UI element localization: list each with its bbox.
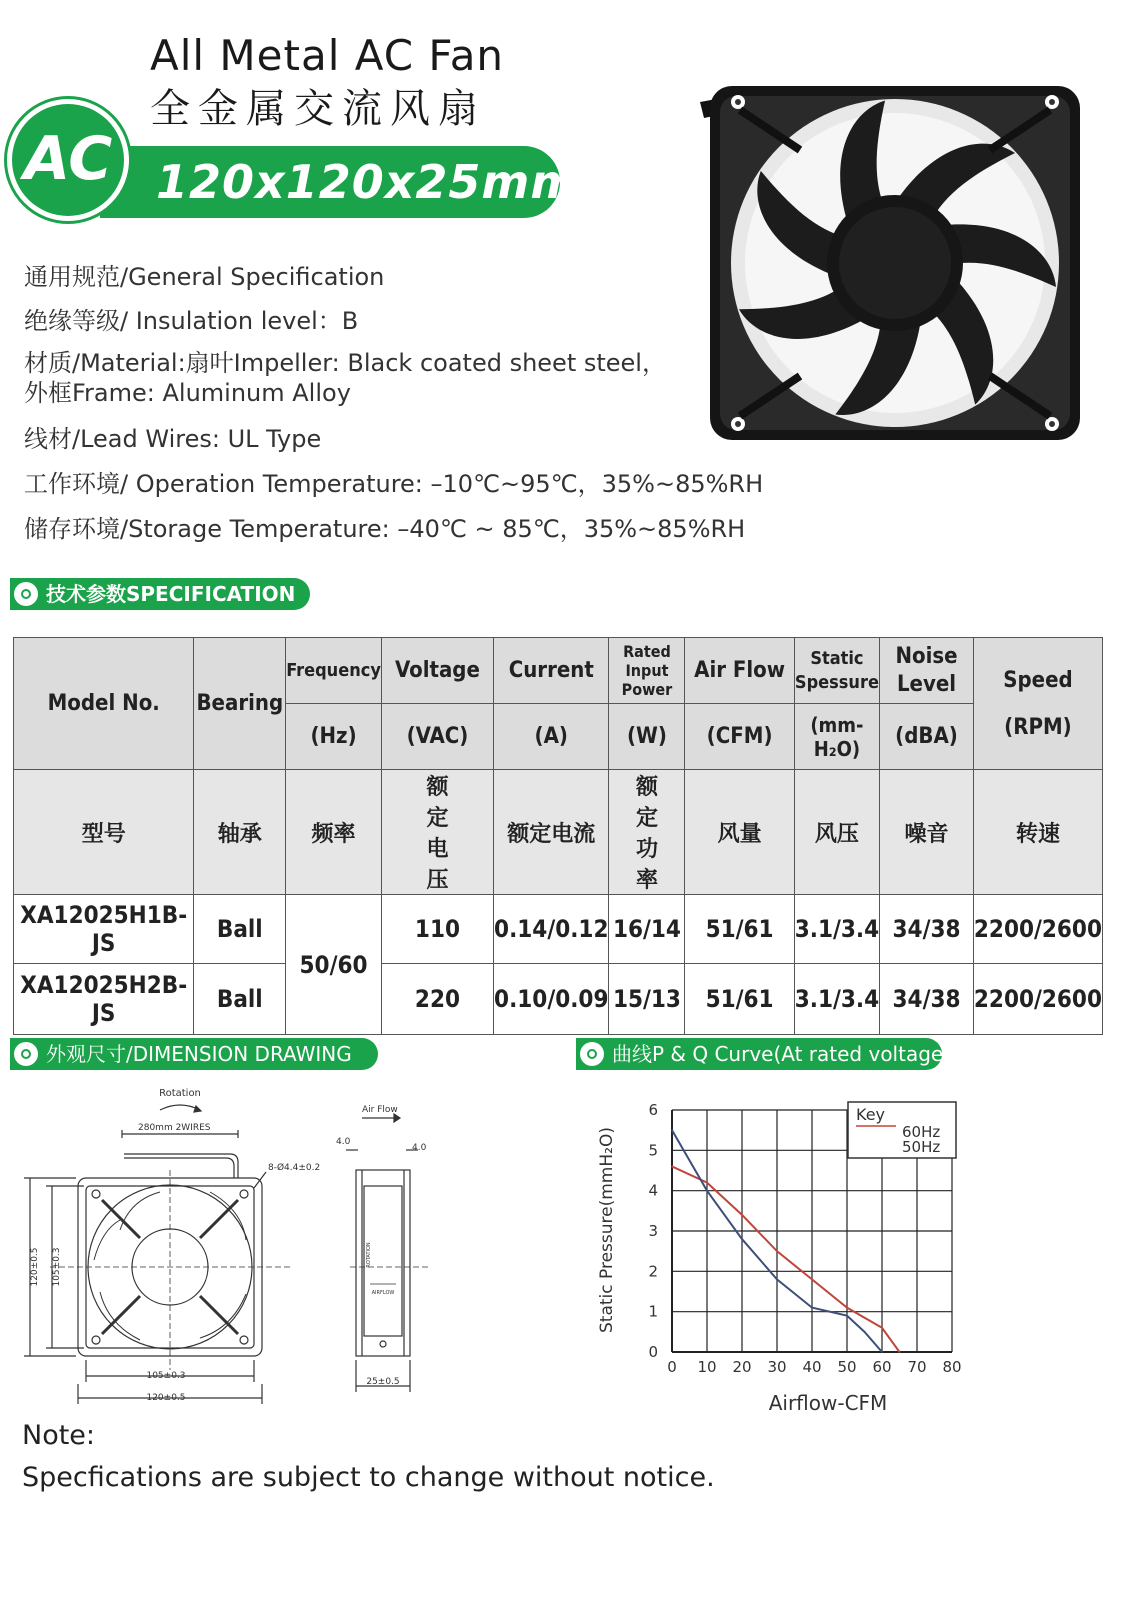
pq-curve-chart — [590, 1090, 980, 1420]
legend-60hz: 60Hz — [902, 1123, 941, 1141]
spec-frame: 外框Frame: Aluminum Alloy — [24, 379, 351, 407]
th-cn-model: 型号 — [14, 770, 194, 895]
th-cn-pressure: 风压 — [794, 770, 879, 895]
legend-title: Key — [856, 1105, 886, 1124]
wires-label: 280mm 2WIRES — [138, 1123, 211, 1133]
series-point-60hz — [706, 1182, 708, 1184]
series-point-50hz — [811, 1307, 813, 1309]
series-point-60hz — [741, 1214, 743, 1216]
x-tick-label: 0 — [667, 1358, 677, 1376]
side-airflow-label: AIRFLOW — [371, 1290, 395, 1296]
th-noise-unit: (dBA) — [880, 704, 974, 770]
series-point-60hz — [881, 1327, 883, 1329]
th-model: Model No. — [14, 638, 194, 770]
th-airflow-unit: (CFM) — [685, 704, 794, 770]
th-noise: Noise Level — [880, 638, 974, 704]
outer-width-label: 120±0.5 — [146, 1393, 186, 1403]
row1-power: 16/14 — [609, 895, 685, 964]
y-tick-label: 2 — [648, 1262, 658, 1281]
series-point-60hz — [899, 1351, 901, 1353]
series-point-50hz — [776, 1279, 778, 1281]
row2-pressure: 3.1/3.4 — [794, 964, 879, 1035]
series-point-50hz — [864, 1331, 866, 1333]
spec-general: 通用规范/General Specification — [24, 263, 385, 291]
frequency-cell: 50/60 — [286, 895, 382, 1035]
rotation-label: Rotation — [159, 1088, 201, 1099]
th-voltage: Voltage — [381, 638, 493, 704]
fan-icon — [580, 1042, 604, 1066]
th-power: Rated Input Power — [609, 638, 685, 704]
th-power-unit: (W) — [609, 704, 685, 770]
section-specification — [10, 578, 310, 610]
fan-icon — [14, 1042, 38, 1066]
x-tick-label: 50 — [837, 1358, 857, 1376]
chart-series — [671, 1129, 900, 1352]
th-cn-power: 额定功率 — [609, 770, 685, 895]
th-speed-label: Speed — [1003, 667, 1073, 693]
x-tick-label: 40 — [802, 1358, 822, 1376]
th-frequency-unit: (Hz) — [286, 704, 382, 770]
th-static-unit: (mm-H₂O) — [794, 704, 879, 770]
th-frequency: Frequency — [286, 638, 382, 704]
th-cn-bearing: 轴承 — [194, 770, 286, 895]
section-curve — [576, 1038, 952, 1070]
row2-current: 0.10/0.09 — [494, 964, 609, 1035]
row1-pressure: 3.1/3.4 — [794, 895, 879, 964]
page-title: All Metal AC Fan — [150, 31, 505, 80]
row1-airflow: 51/61 — [685, 895, 794, 964]
x-tick-label: 30 — [767, 1358, 787, 1376]
chart-xlabel: Airflow-CFM — [768, 1391, 888, 1415]
section-specification-label: 技术参数SPECIFICATION — [46, 582, 296, 606]
row2-airflow: 51/61 — [685, 964, 794, 1035]
th-cn-current: 额定电流 — [494, 770, 609, 895]
section-dimension-label: 外观尺寸/DIMENSION DRAWING — [46, 1042, 352, 1066]
series-point-60hz — [776, 1250, 778, 1252]
flange-left-label: 4.0 — [336, 1137, 351, 1147]
th-cn-airflow: 风量 — [685, 770, 794, 895]
series-line-60hz — [672, 1166, 900, 1352]
y-tick-label: 0 — [648, 1343, 658, 1361]
th-speed — [973, 638, 1102, 770]
fan-size: 120x120x25mm — [156, 155, 580, 209]
series-point-50hz — [671, 1129, 673, 1131]
row1-bearing: Ball — [194, 895, 286, 964]
dimension-drawing — [10, 1080, 450, 1410]
section-curve-label: 曲线P & Q Curve(At rated voltage) — [612, 1042, 952, 1066]
rotation-arrow — [160, 1105, 200, 1110]
side-rotation-label: ROTATION — [366, 1242, 372, 1268]
spec-table — [13, 637, 1103, 1035]
fan-photo — [700, 80, 1090, 448]
row2-noise: 34/38 — [880, 964, 974, 1035]
x-tick-label: 70 — [907, 1358, 927, 1376]
spec-operation-temp: 工作环境/ Operation Temperature: –10℃~95℃，35%~85%RH — [24, 470, 764, 498]
flange-right-label: 4.0 — [412, 1143, 427, 1153]
x-tick-label: 10 — [697, 1358, 717, 1376]
spec-lead-wires: 线材/Lead Wires: UL Type — [24, 425, 322, 453]
note-title: Note: — [22, 1420, 96, 1451]
series-point-50hz — [741, 1238, 743, 1240]
x-tick-label: 20 — [732, 1358, 752, 1376]
inner-height-label: 105±0.3 — [52, 1247, 62, 1287]
spec-insulation: 绝缘等级/ Insulation level：B — [24, 307, 359, 335]
outer-height-label: 120±0.5 — [30, 1247, 40, 1287]
th-voltage-unit: (VAC) — [381, 704, 493, 770]
th-bearing: Bearing — [194, 638, 286, 770]
holes-label: 8-Ø4.4±0.2 — [268, 1163, 321, 1173]
airflow-label: Air Flow — [362, 1105, 398, 1115]
row2-bearing: Ball — [194, 964, 286, 1035]
ac-badge-label: AC — [23, 124, 113, 194]
y-tick-label: 3 — [648, 1222, 658, 1240]
th-cn-frequency: 频率 — [286, 770, 382, 895]
row1-noise: 34/38 — [880, 895, 974, 964]
th-cn-voltage: 额定电压 — [381, 770, 493, 895]
row1-voltage: 110 — [381, 895, 493, 964]
th-current: Current — [494, 638, 609, 704]
inner-width-label: 105±0.3 — [146, 1371, 186, 1381]
row2-power: 15/13 — [609, 964, 685, 1035]
fan-icon — [14, 582, 38, 606]
th-current-unit: (A) — [494, 704, 609, 770]
th-speed-unit: (RPM) — [1004, 714, 1072, 740]
chart-ylabel: Static Pressure(mmH₂O) — [597, 1127, 617, 1333]
series-point-50hz — [881, 1351, 883, 1353]
row1-current: 0.14/0.12 — [494, 895, 609, 964]
chart-legend — [848, 1102, 956, 1158]
x-tick-label: 80 — [942, 1358, 962, 1376]
series-point-50hz — [706, 1190, 708, 1192]
row2-model: XA12025H2B-JS — [14, 964, 194, 1035]
th-cn-noise: 噪音 — [880, 770, 974, 895]
series-point-60hz — [846, 1307, 848, 1309]
depth-label: 25±0.5 — [366, 1377, 400, 1387]
series-point-60hz — [671, 1166, 673, 1168]
spec-material: 材质/Material:扇叶Impeller: Black coated sheet steel， — [24, 349, 666, 377]
row2-voltage: 220 — [381, 964, 493, 1035]
y-tick-label: 1 — [648, 1302, 658, 1321]
section-dimension — [10, 1038, 378, 1070]
y-tick-label: 6 — [648, 1101, 658, 1119]
series-point-60hz — [811, 1279, 813, 1281]
row1-speed: 2200/2600 — [973, 895, 1102, 964]
page-title-cn: 全金属交流风扇 — [150, 86, 486, 132]
th-cn-speed: 转速 — [973, 770, 1102, 895]
spec-storage-temp: 储存环境/Storage Temperature: –40℃ ~ 85℃，35%~85%RH — [24, 515, 746, 543]
series-point-50hz — [846, 1315, 848, 1317]
th-airflow: Air Flow — [685, 638, 794, 704]
legend-50hz: 50Hz — [902, 1138, 941, 1156]
y-tick-label: 5 — [648, 1141, 658, 1160]
note-text: Specfications are subject to change without notice. — [22, 1462, 715, 1493]
th-static: Static Spessure — [794, 638, 879, 704]
row1-model: XA12025H1B-JS — [14, 895, 194, 964]
x-tick-label: 60 — [872, 1358, 892, 1376]
y-tick-label: 4 — [648, 1181, 658, 1200]
row2-speed: 2200/2600 — [973, 964, 1102, 1035]
